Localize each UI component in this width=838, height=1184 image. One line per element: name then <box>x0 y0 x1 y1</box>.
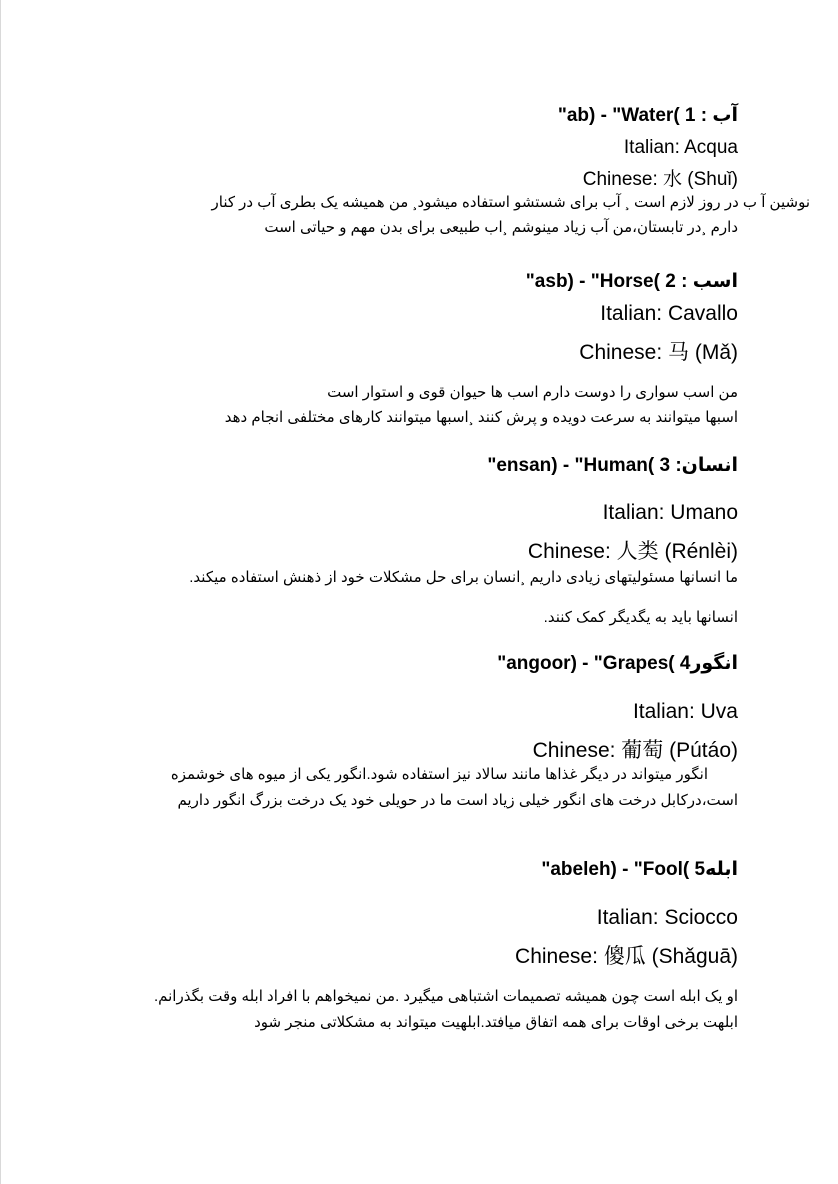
entry-title-horse: "asb) - "Horse( 2 : اسب <box>525 271 738 292</box>
italian-translation-human: Italian: Umano <box>602 501 738 524</box>
italian-translation-grapes: Italian: Uva <box>632 700 738 723</box>
paragraph-line-horse-1: من اسب سواری را دوست دارم اسب ها حیوان قوی و استوار است <box>327 384 738 401</box>
italian-translation-fool: Italian: Sciocco <box>596 906 738 929</box>
paragraph-line-fool-2: ابلهت برخی اوقات برای همه اتفاق میافتد.ابلهیت میتواند به مشکلاتی منجر شود <box>254 1014 738 1031</box>
chinese-translation-fool: Chinese: 傻瓜 (Shǎguā) <box>515 945 738 968</box>
chinese-translation-human: Chinese: 人类 (Rénlèi) <box>527 540 738 563</box>
entry-title-human: "ensan) - "Human( 3 :انسان <box>487 455 738 476</box>
chinese-translation-horse: Chinese: 马 (Mǎ) <box>579 341 738 364</box>
italian-translation-water: Italian: Acqua <box>623 137 738 158</box>
paragraph-line-grapes-1: انگور میتواند در دیگر غذاها مانند سالاد نیز استفاده شود.انگور یکی از میوه های خوشمزه <box>170 766 708 783</box>
paragraph-line-horse-2: اسبها میتوانند به سرعت دویده و پرش کنند ¸اسبها میتوانند کارهای مختلفی انجام دهد <box>224 409 738 426</box>
paragraph-line-water-1: نوشین آ ب در روز لازم است ¸ آب برای شستشو استفاده میشود¸ من همیشه یک بطری آب در کنار <box>211 194 810 211</box>
italian-translation-horse: Italian: Cavallo <box>600 302 738 325</box>
entry-title-fool: "abeleh) - "Fool( 5ابله <box>541 859 738 880</box>
paragraph-line-fool-1: او یک ابله است چون همیشه تصمیمات اشتباهی میگیرد .من نمیخواهم با افراد ابله وقت بگذرانم. <box>153 988 738 1005</box>
chinese-translation-water: Chinese: 水 (Shuǐ) <box>582 169 738 190</box>
paragraph-line-human-2: انسانها باید به یگدیگر کمک کنند. <box>543 609 738 626</box>
entry-title-water: "ab) - "Water( 1 : آب <box>557 105 738 126</box>
entry-title-grapes: "angoor) - "Grapes( 4انگور <box>497 653 738 674</box>
paragraph-line-grapes-2: است،درکابل درخت های انگور خیلی زیاد است ما در حویلی خود یک درخت بزرگ انگور داریم <box>177 792 738 809</box>
paragraph-line-human-1: ما انسانها مسئولیتهای زیادی داریم ¸انسان برای حل مشکلات خود از ذهنش استفاده میکند. <box>189 569 738 586</box>
chinese-translation-grapes: Chinese: 葡萄 (Pútáo) <box>532 739 738 762</box>
paragraph-line-water-2: دارم ¸در تابستان،من آب زیاد مینوشم ¸اب طبیعی برای بدن مهم و حیاتی است <box>264 219 738 236</box>
